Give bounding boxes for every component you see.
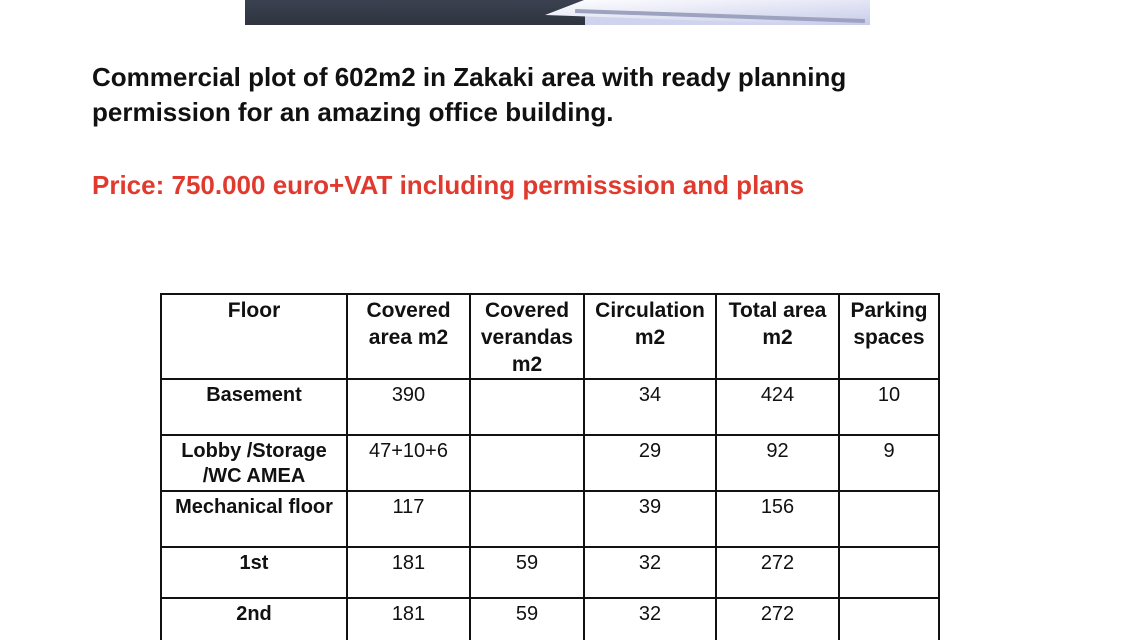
property-photo bbox=[245, 0, 870, 25]
header-covered-area: Covered area m2 bbox=[347, 294, 470, 379]
cell-covered-area: 181 bbox=[347, 547, 470, 598]
cell-parking-spaces bbox=[839, 598, 939, 640]
table-header-row bbox=[161, 294, 939, 379]
cell-circulation: 32 bbox=[584, 547, 716, 598]
table-row bbox=[161, 379, 939, 435]
cell-floor: 1st bbox=[161, 547, 347, 598]
cell-covered-verandas bbox=[470, 491, 584, 547]
cell-circulation: 29 bbox=[584, 435, 716, 491]
cell-covered-verandas: 59 bbox=[470, 547, 584, 598]
cell-parking-spaces: 9 bbox=[839, 435, 939, 491]
cell-floor: Mechanical floor bbox=[161, 491, 347, 547]
listing-price: Price: 750.000 euro+VAT including permisssion and plans bbox=[92, 170, 805, 200]
cell-circulation: 39 bbox=[584, 491, 716, 547]
listing-headline: Commercial plot of 602m2 in Zakaki area with ready planning permission for an amazing office building. bbox=[92, 62, 847, 127]
cell-parking-spaces bbox=[839, 491, 939, 547]
cell-total-area: 92 bbox=[716, 435, 839, 491]
cell-covered-verandas bbox=[470, 435, 584, 491]
header-covered-verandas: Covered verandas m2 bbox=[470, 294, 584, 379]
cell-total-area: 272 bbox=[716, 598, 839, 640]
cell-covered-area: 117 bbox=[347, 491, 470, 547]
cell-total-area: 272 bbox=[716, 547, 839, 598]
cell-parking-spaces bbox=[839, 547, 939, 598]
floor-area-table bbox=[160, 293, 940, 640]
table-row bbox=[161, 435, 939, 491]
cell-circulation: 34 bbox=[584, 379, 716, 435]
photo-dark-region bbox=[245, 0, 585, 25]
cell-covered-verandas bbox=[470, 379, 584, 435]
cell-covered-verandas: 59 bbox=[470, 598, 584, 640]
header-parking-spaces: Parking spaces bbox=[839, 294, 939, 379]
cell-covered-area: 181 bbox=[347, 598, 470, 640]
table-row bbox=[161, 598, 939, 640]
cell-circulation: 32 bbox=[584, 598, 716, 640]
header-total-area: Total area m2 bbox=[716, 294, 839, 379]
cell-floor: Basement bbox=[161, 379, 347, 435]
header-floor: Floor bbox=[161, 294, 347, 379]
table-row bbox=[161, 491, 939, 547]
cell-covered-area: 47+10+6 bbox=[347, 435, 470, 491]
cell-parking-spaces: 10 bbox=[839, 379, 939, 435]
cell-floor: Lobby /Storage /WC AMEA bbox=[161, 435, 347, 491]
cell-total-area: 156 bbox=[716, 491, 839, 547]
header-circulation: Circulation m2 bbox=[584, 294, 716, 379]
table-row bbox=[161, 547, 939, 598]
cell-total-area: 424 bbox=[716, 379, 839, 435]
cell-covered-area: 390 bbox=[347, 379, 470, 435]
cell-floor: 2nd bbox=[161, 598, 347, 640]
